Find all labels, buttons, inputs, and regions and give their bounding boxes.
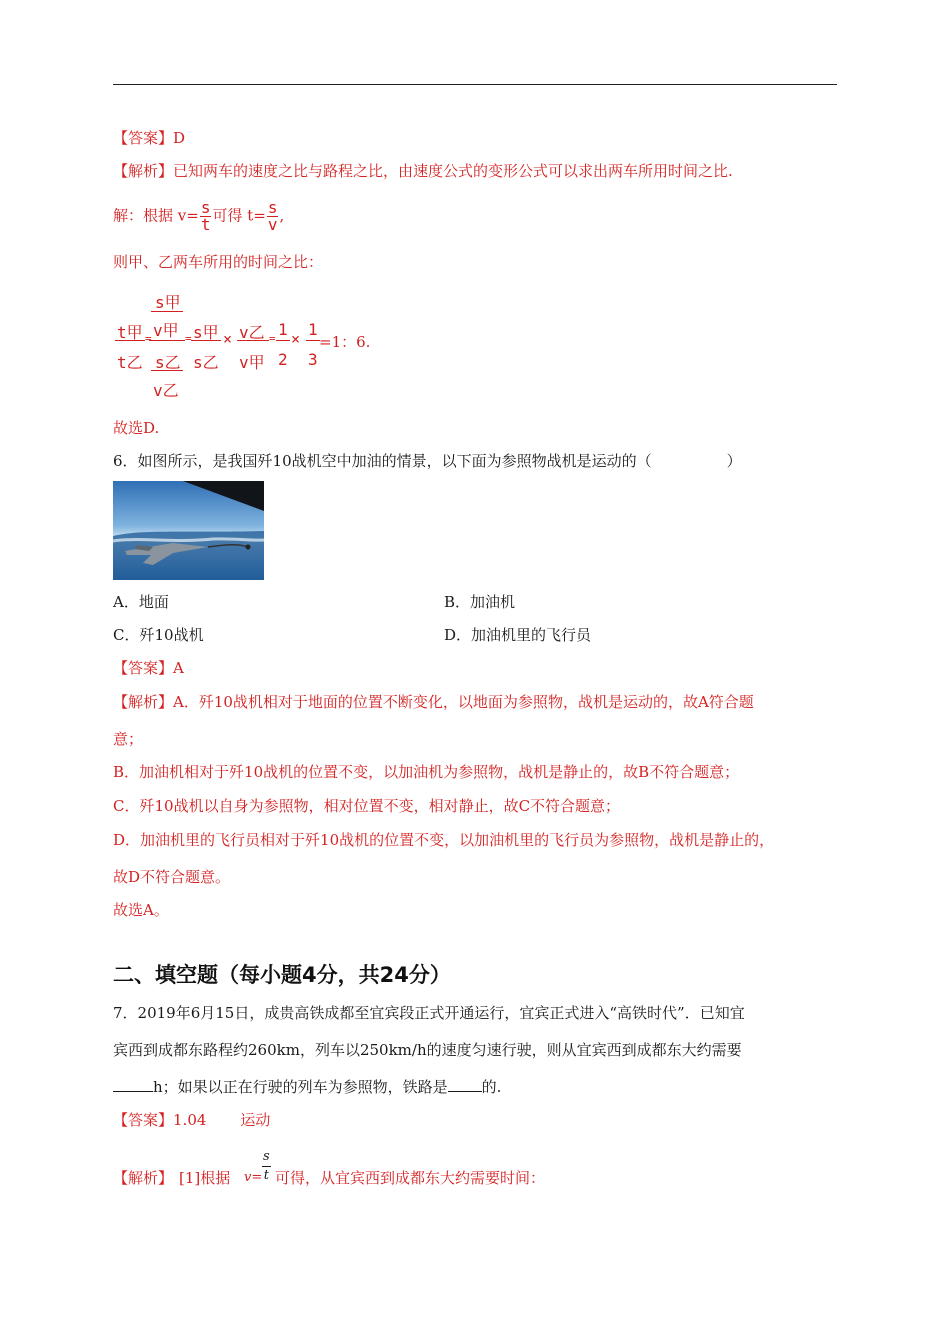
q5-solve-line: 解：根据 v= $\frac{s}{t}$ 可得 t= $\frac{s}{v}$ , [113,198,285,234]
eq-s-yi-2: s乙 [193,353,219,372]
q6-analysis-b: B．加油机相对于歼10战机的位置不变，以加油机为参照物，战机是静止的，故B不符合题意； [113,763,740,781]
eq-t-yi: t乙 [117,353,143,372]
eq-fraction-bar [191,340,221,341]
eq-s-yi: s乙 [155,353,181,372]
eq-times: × [291,330,301,348]
eq-equals: = [269,332,276,345]
q6-option-a: A．地面 [113,593,169,611]
q6-option-d: D．加油机里的飞行员 [444,626,592,644]
fraction-s-over-t: $\frac{s}{t}$ [263,1149,270,1183]
section-heading: 二、填空题（每小题4分，共24分） [113,963,451,987]
eq-fraction-bar [276,340,290,341]
eq-v-jia: v甲 [153,321,179,340]
eq-result: =1：6. [319,333,371,351]
eq-one: 1 [278,320,288,339]
eq-equals: = [185,332,192,345]
eq-times: × [223,330,233,348]
eq-one: 1 [308,320,318,339]
q6-analysis-d-cont: 故D不符合题意。 [113,868,231,886]
q6-analysis-c: C．歼10战机以自身为参照物，相对位置不变，相对静止，故C不符合题意； [113,797,621,815]
q7-line2: 宾西到成都东路程约260km，列车以250km/h的速度匀速行驶，则从宜宾西到成都东大约需要 [113,1041,742,1059]
q6-analysis-a: 【解析】A．歼10战机相对于地面的位置不断变化，以地面为参照物，战机是运动的，故A符合题 [113,693,754,711]
q5-answer: 【答案】D [113,129,186,147]
eq-s-jia: s甲 [155,293,181,312]
eq-v-jia-2: v甲 [239,353,265,372]
q5-conclusion: 故选D. [113,419,160,437]
refueling-photo-illustration [113,481,264,580]
q6-analysis-a-cont: 意； [113,730,144,748]
eq-fraction-bar [151,311,183,312]
eq-fraction-bar [151,370,183,371]
eq-fraction-bar [306,340,320,341]
eq-fraction-bar [237,340,269,341]
header-rule [113,84,837,85]
refueling-photo [113,481,264,580]
eq-v-yi-2: v乙 [239,323,265,342]
q6-option-b: B．加油机 [444,593,516,611]
q6-analysis-d: D．加油机里的飞行员相对于歼10战机的位置不变，以加油机里的飞行员为参照物，战机是静止的， [113,831,775,849]
eq-main-bar [149,340,185,341]
eq-s-jia-2: s甲 [193,323,219,342]
blank-1 [113,1091,153,1092]
q5-time-ratio-equation [113,288,533,400]
q5-analysis: 【解析】已知两车的速度之比与路程之比，由速度公式的变形公式可以求出两车所用时间之比. [113,162,733,180]
eq-t-jia: t甲 [117,323,143,342]
document-page: 【答案】D 【解析】已知两车的速度之比与路程之比，由速度公式的变形公式可以求出两车所用时间之比. 解：根据 v= $\frac{s}{t}$ 可得 t= $\frac{s}{v}$ , 则甲、乙两车所用的时间之比： t甲 t乙 = s甲 v甲 s乙 v乙 = s甲 s乙 × v乙 v甲 = 1 2 × 1 3 =1：6. 故选D. 6．如图所示，是我国歼10战机空中加油的情景，以下面为参照物战机是运动的（ ） A．地面 B．加油机 C．歼10战机 D．加油机里的飞行员 【答案】A 【解析】A．歼10战机相对于地面的位置不断变化，以地面为参照物，战机是运动的，故A符合题 意； B．加油机相对于歼10战机的位置不变，以加油机为参照物，战机是静止的，故B不符合题意； C．歼10战机以自身为参照物，相对位置不变，相对静止，故C不符合题意； D．加油机里的飞行员相对于歼10战机的位置不变，以加油机里的飞行员为参照物，战机是静止的， 故D不符合题意。 故选A。 二、填空题（每小题4分，共24分） 7．2019年6月15日，成贵高铁成都至宜宾段正式开通运行，宜宾正式进入“高铁时代”．已知宜 宾西到成都东路程约260km，列车以250km/h的速度匀速行驶，则从宜宾西到成都东大约需要 h；如果以正在行驶的列车为参照物，铁路是 的. 【答案】1.04 运动 【解析】 [1]根据 v= $\frac{s}{t}$ 可得，从宜宾西到成都东大约需要时间： [0,0,950,1344]
q6-question: 6．如图所示，是我国歼10战机空中加油的情景，以下面为参照物战机是运动的（ ） [113,452,742,470]
eq-fraction-bar [115,340,145,341]
blank-2 [448,1091,482,1092]
q7-line1: 7．2019年6月15日，成贵高铁成都至宜宾段正式开通运行，宜宾正式进入“高铁时代”．已知宜 [113,1004,745,1022]
eq-three: 3 [308,350,318,369]
eq-v-yi: v乙 [153,381,179,400]
q6-answer: 【答案】A [113,659,184,677]
q5-ratio-intro: 则甲、乙两车所用的时间之比： [113,253,324,271]
fraction-s-over-t: $\frac{s}{t}$ [200,198,211,234]
eq-two: 2 [278,350,288,369]
q7-answer: 【答案】1.04 运动 [113,1111,271,1129]
q7-line3: h；如果以正在行驶的列车为参照物，铁路是 的. [113,1077,501,1097]
fraction-s-over-v: $\frac{s}{v}$ [267,198,278,234]
q6-option-c: C．歼10战机 [113,626,204,644]
q6-conclusion: 故选A。 [113,901,169,919]
eq-equals: = [145,332,152,345]
